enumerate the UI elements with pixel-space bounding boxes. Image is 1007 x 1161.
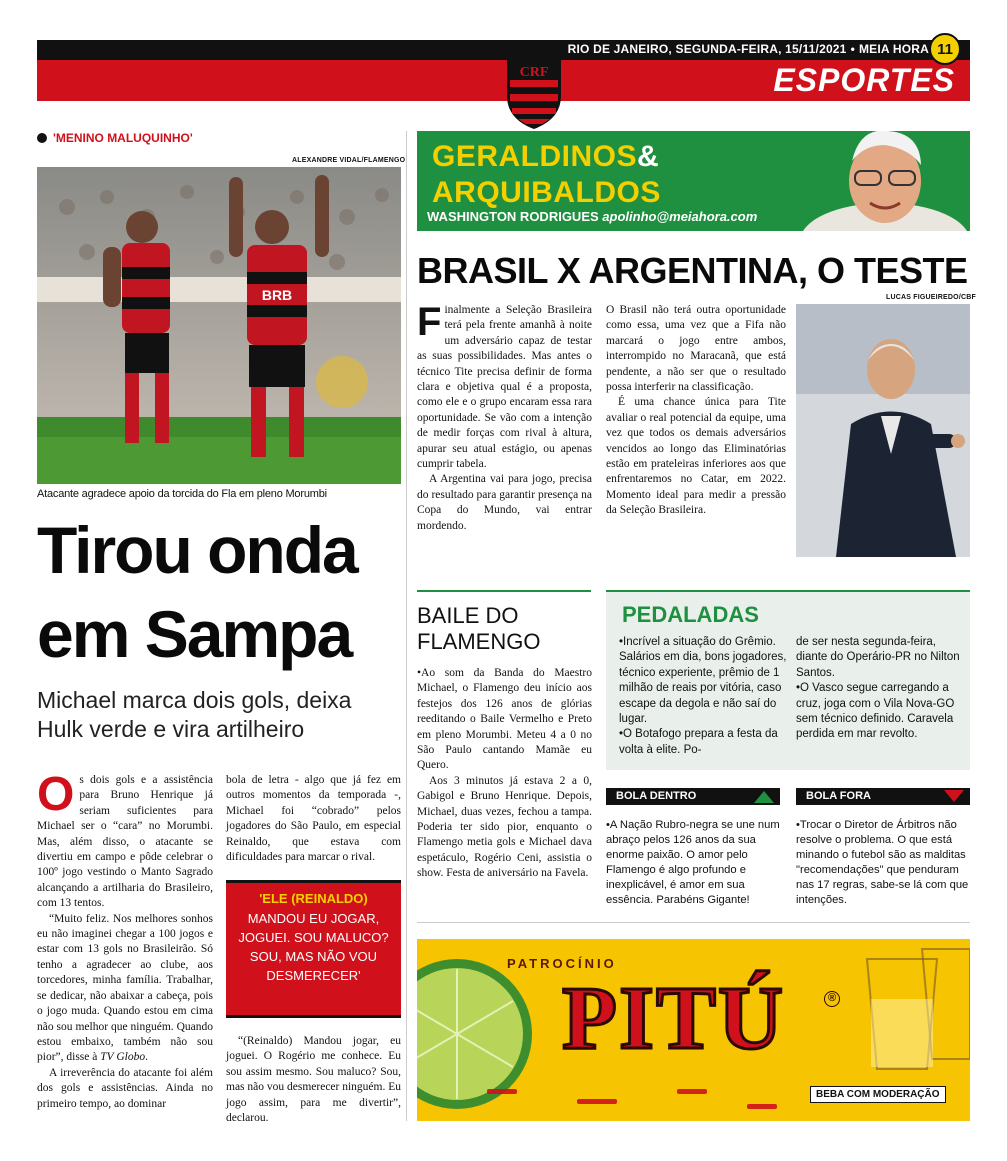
arrow-up-icon: [754, 791, 774, 803]
paragraph: O Brasil não terá outra oportunidade como essa, uma vez que a Fifa não marcará o jogo entre ambos, interrompido no Maracanã, que está pendente, a não ser que o resultado possa interferir na classificação.: [606, 304, 786, 394]
ad-notice: BEBA COM MODERAÇÃO: [810, 1086, 946, 1103]
paragraph: É uma chance única para Tite avaliar o real potencial da equipe, uma vez que todos os demais adversários vencidos ao longo das Eliminatórias estão em prateleiras inferiores aos que enfrentaremos no Catar, em 2022. Momento ideal para medir a pressão da Seleção Brasileira.: [606, 396, 786, 517]
pedaladas-right: de ser nesta segunda-feira, diante do Operário-PR no Nilton Santos. •O Vasco segue carregando a cruz, joga com o Vila Nova-GO sem técnico definido. Caravela perdida em mar revolto.: [796, 636, 960, 741]
kicker-text: 'MENINO MALUQUINHO': [53, 131, 193, 145]
paragraph: •Ao som da Banda do Maestro Michael, o Flamengo deu início aos festejos dos 126 anos de glórias reeditando o Baile Vermelho e Preto em pleno Morumbi. Meteu 4 a 0 no São Paulo cantando Mamãe eu Quero.: [417, 667, 592, 772]
pedaladas-title: PEDALADAS: [622, 602, 759, 627]
section-rule: [417, 922, 970, 923]
flamengo-crest-icon: [506, 56, 562, 130]
arrow-down-icon: [944, 790, 964, 802]
coach-photo: [796, 304, 970, 557]
column-title: [432, 139, 661, 211]
pedaladas-left: •Incrível a situação do Grêmio. Salários em dia, bons jogadores, técnico experiente, prêmio de 1 milhão de reais por vitória, caso escape da degola e não saí do lugar. •O Botafogo prepara a festa da volta à elite. Po-: [619, 636, 787, 756]
section-rule: [417, 590, 591, 592]
paragraph: A irreverência do atacante foi além dos gols e assistências. Ainda no primeiro tempo, ao dominar: [37, 1066, 213, 1110]
bola-fora-text: •Trocar o Diretor de Árbitros não resolve o problema. O que está minando o futebol são as malditas "recomendações" que penduram nas 17 regras, sabe-se lá com que intenções.: [796, 819, 969, 906]
paragraph: Aos 3 minutos já estava 2 a 0, Gabigol e Bruno Henrique. Depois, Michael, duas vezes, fechou a tampa. Poderia ter sido pior, enquanto o Flamengo metia gols e Michael dava espetáculo, Rogério Ceni, assistia o show. Festa de aniversário na Favela.: [417, 774, 592, 880]
headline-line-1: Tirou onda: [37, 513, 357, 587]
paragraph: s dois gols e a assistência para Bruno Henrique já seriam suficientes para Michael ser o “cara” no Morumbi. Mas, além disso, o atacante se divertiu em campo e pôde celebrar o 100º jogo vestindo o Manto Sagrado alcançando a artilharia do Brasileiro, com 13 tentos.: [37, 774, 213, 910]
paper-name: MEIA HORA: [858, 42, 929, 56]
headline-line-2: em Sampa: [37, 597, 352, 671]
page-number: 11: [929, 33, 961, 65]
ad-brand-logo: PITÚ: [562, 969, 786, 1068]
column-body-2: [606, 303, 786, 519]
paragraph: inalmente a Seleção Brasileira terá pela frente amanhã à noite um adversário capaz de testar as suas possibilidades. Mas antes o técnico Tite precisa definir de forma clara e objetiva qual é a proposta, como ele e o grupo encaram essa rara oportunidade. Se vão com a intenção de medir forças com rival à altura, apurar seu atual estágio, ou apenas cumprir tabela.: [417, 304, 592, 471]
drop-cap: O: [37, 768, 75, 821]
opinion-column-header: [417, 131, 970, 231]
author-email: apolinho@meiahora.com: [602, 209, 758, 224]
column-divider: [406, 131, 407, 1121]
article-body-column-2-end: [226, 1034, 401, 1126]
bola-dentro-text: •A Nação Rubro-negra se une num abraço pelos 126 anos da sua enorme paixão. O amor pelo Flamengo é algo profundo e inexplicável, é amor em sua essência. Parabéns Gigante!: [606, 819, 780, 906]
registered-icon: ®: [824, 991, 840, 1007]
column-body-1: [417, 300, 592, 534]
pull-quote-head: 'ELE (REINALDO): [259, 891, 368, 906]
paragraph: bola de letra - algo que já fez em outros momentos da temporada -, Michael foi “cobrado” pelos jogadores do São Paulo, em especial Reinaldo, que estava com dificuldades para marcar o rival.: [226, 774, 401, 864]
ad-sponsor-label: PATROCÍNIO: [507, 956, 617, 971]
baile-body: [417, 666, 592, 882]
paragraph-text: “Muito feliz. Nos melhores sonhos eu não imaginei chegar a 100 jogos e estar com 13 gols no Brasileirão. Só tenho a agradecer ao clube, aos torcedores, minha família. Trabalhar, se dedicar, não abaixar a cabeça, pois o jogo muda. Quando estou em cima não sou melhor que ninguém. Quando estou embaixo, também não sou pior”, disse à: [37, 912, 213, 1064]
bola-dentro-label: [606, 788, 780, 805]
bola-fora-text-label: BOLA FORA: [806, 790, 871, 802]
photo-caption: Atacante agradece apoio da torcida do Fla em pleno Morumbi: [37, 488, 327, 500]
section-title: ESPORTES: [773, 62, 955, 98]
paragraph: “(Reinaldo) Mandou jogar, eu joguei. O Rogério me conhece. Eu sou assim mesmo. Sou maluco? Sou, mas não vou desmerecer ninguém. Eu jogo assim, para me divertir”, declarou.: [226, 1035, 401, 1125]
article-photo-players: [37, 167, 401, 484]
column-title-1: GERALDINOS: [432, 140, 638, 173]
photo-credit: ALEXANDRE VIDAL/FLAMENGO: [292, 157, 406, 164]
pedaladas-box: [606, 592, 970, 770]
column-title-amp: &: [637, 140, 660, 173]
bola-dentro-text-label: BOLA DENTRO: [616, 790, 697, 802]
paragraph-em: TV Globo: [100, 1051, 146, 1064]
dateline-text: RIO DE JANEIRO, SEGUNDA-FEIRA, 15/11/2021: [567, 42, 847, 56]
svg-text:BRB: BRB: [261, 287, 293, 303]
paragraph-end: .: [145, 1051, 148, 1064]
article-body-column-2: [226, 773, 401, 865]
paragraph: [37, 912, 213, 1066]
header-dateline: RIO DE JANEIRO, SEGUNDA-FEIRA, 15/11/2021 • MEIA HORA: [567, 42, 929, 56]
column-title-2: ARQUIBALDOS: [432, 176, 661, 209]
bola-fora-label: [796, 788, 970, 805]
article-subhead: Michael marca dois gols, deixa Hulk verde e vira artilheiro: [37, 687, 352, 742]
pull-quote-text: MANDOU EU JOGAR, JOGUEI. SOU MALUCO? SOU, MAS NÃO VOU DESMERECER': [238, 911, 389, 983]
drop-cap: F: [417, 300, 442, 344]
author-portrait: [800, 131, 970, 231]
pull-quote: [226, 880, 401, 1018]
baile-title: BAILE DO FLAMENGO: [417, 603, 541, 654]
sponsor-ad[interactable]: [417, 939, 970, 1121]
photo-credit-2: LUCAS FIGUEIREDO/CBF: [886, 294, 976, 301]
column-headline: BRASIL X ARGENTINA, O TESTE: [417, 250, 968, 291]
bullet-icon: [37, 133, 47, 143]
column-author: [427, 209, 757, 224]
author-name: WASHINGTON RODRIGUES: [427, 209, 599, 224]
article-body-column-1: [37, 768, 213, 1112]
paragraph: A Argentina vai para jogo, precisa do resultado para garantir presença na Copa do Mundo, vai entrar mordendo.: [417, 473, 592, 532]
article-headline: [37, 508, 401, 676]
article-kicker: [37, 131, 193, 145]
svg-text:CRF: CRF: [519, 65, 549, 80]
